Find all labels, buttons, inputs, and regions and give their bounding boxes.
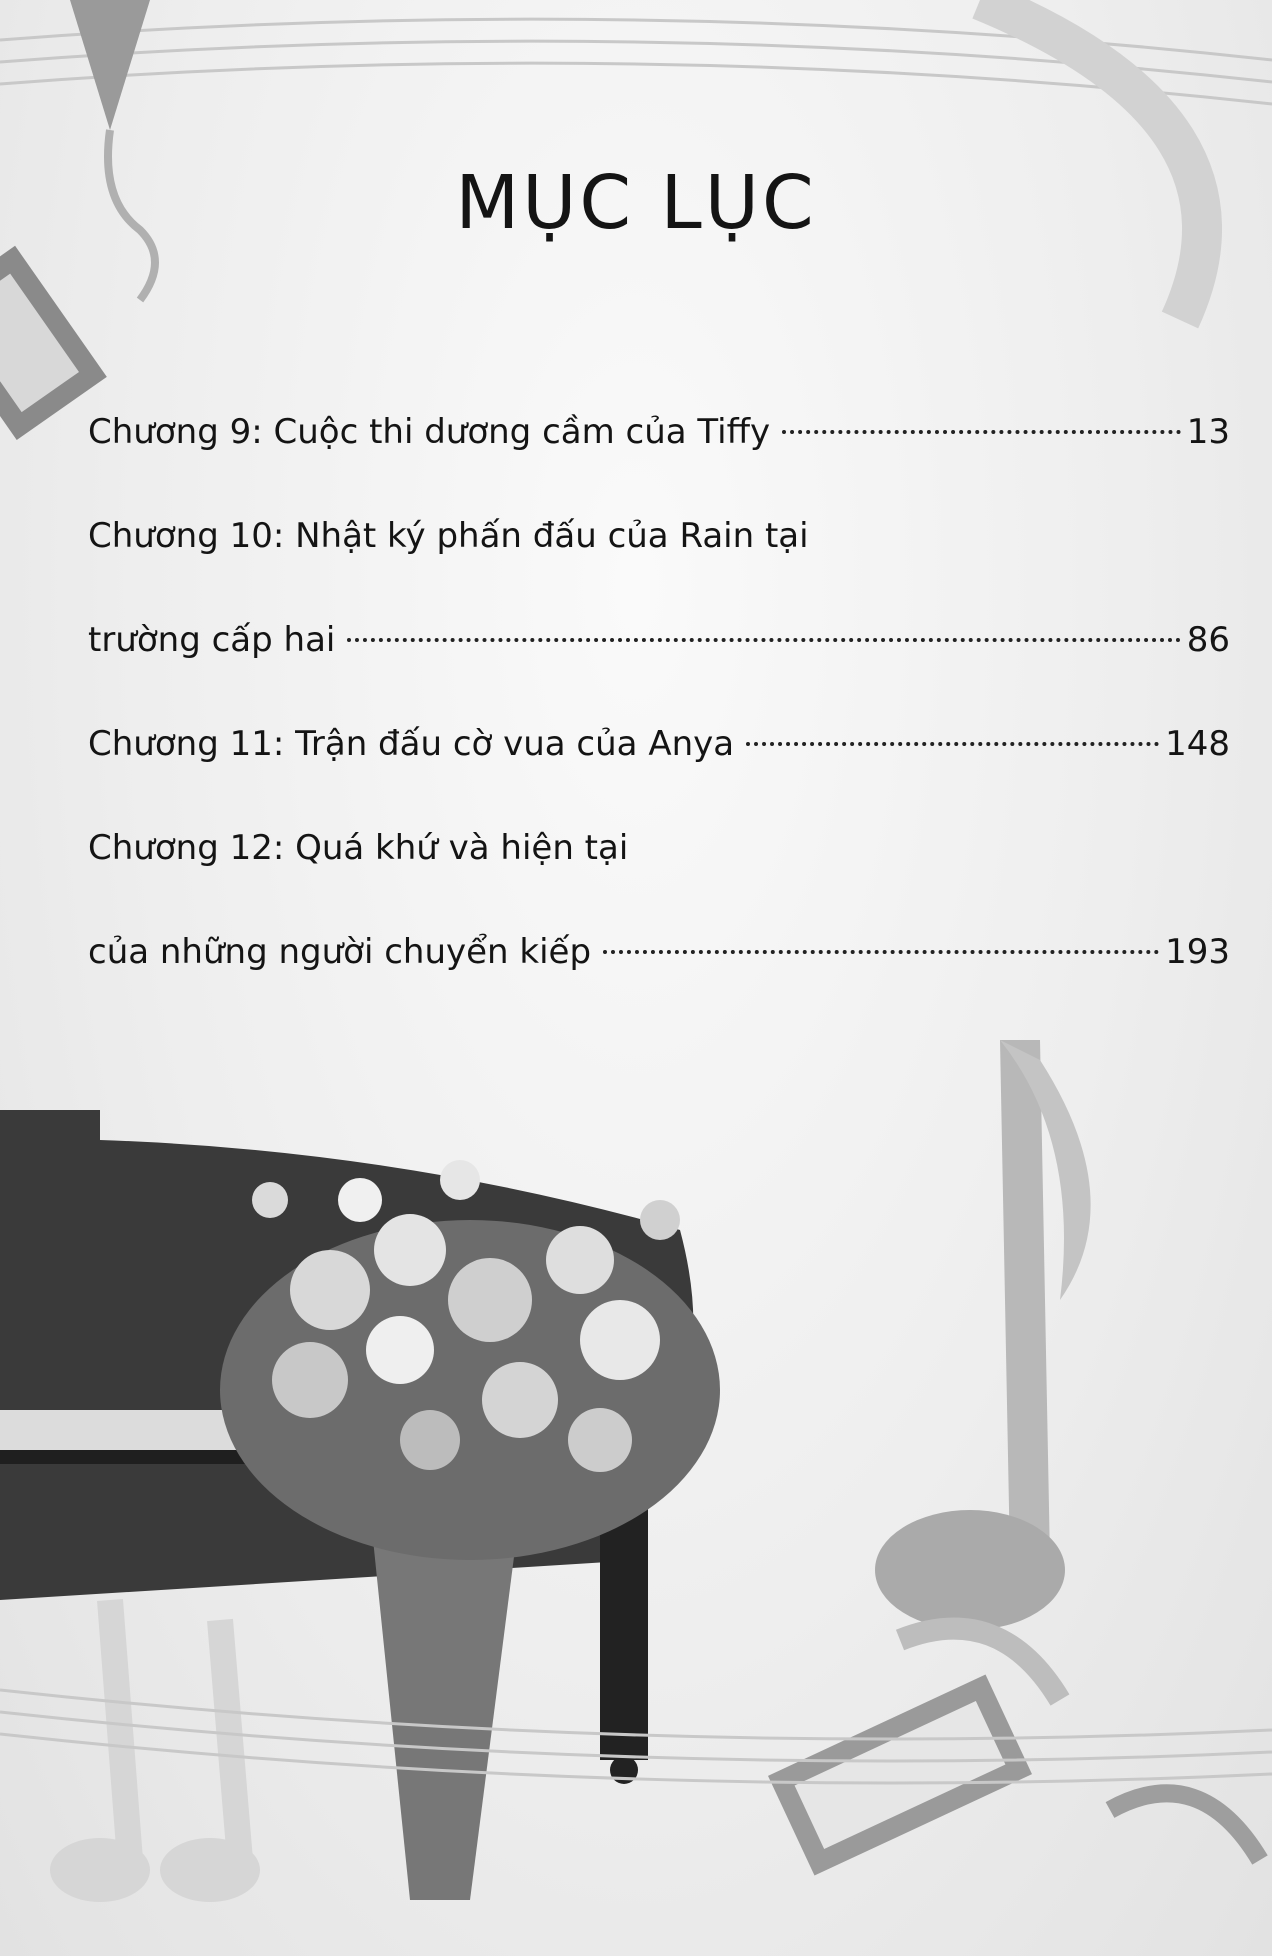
toc-entry-title-continued: trường cấp hai bbox=[88, 620, 336, 660]
dot-leader bbox=[347, 638, 1180, 642]
toc-entry-title: Chương 11: Trận đấu cờ vua của Anya bbox=[88, 724, 735, 764]
music-notes-bottom bbox=[50, 1600, 1260, 1902]
toc-entry-chapter-10-continued bbox=[88, 588, 1230, 692]
toc-page-number: 148 bbox=[1165, 724, 1230, 764]
toc-page-number: 13 bbox=[1186, 412, 1230, 452]
page-title: MỤC LỤC bbox=[455, 160, 817, 246]
toc-entry-chapter-9 bbox=[88, 380, 1230, 484]
dot-leader bbox=[746, 742, 1159, 746]
table-of-contents bbox=[88, 380, 1230, 1004]
music-note-icon bbox=[875, 1040, 1091, 1630]
toc-entry-chapter-12-continued bbox=[88, 900, 1230, 1004]
toc-entry-title: Chương 12: Quá khứ và hiện tại bbox=[88, 828, 629, 868]
music-note-icon bbox=[70, 0, 155, 300]
toc-page-number: 86 bbox=[1186, 620, 1230, 660]
vase-illustration bbox=[370, 1510, 520, 1900]
toc-entry-title-continued: của những người chuyển kiếp bbox=[88, 932, 592, 972]
toc-page-number: 193 bbox=[1165, 932, 1230, 972]
toc-entry-chapter-12 bbox=[88, 796, 1230, 900]
dot-leader bbox=[603, 950, 1159, 954]
toc-entry-title: Chương 10: Nhật ký phấn đấu của Rain tại bbox=[88, 516, 809, 556]
toc-entry-title: Chương 9: Cuộc thi dương cầm của Tiffy bbox=[88, 412, 771, 452]
toc-entry-chapter-10 bbox=[88, 484, 1230, 588]
toc-entry-chapter-11 bbox=[88, 692, 1230, 796]
dot-leader bbox=[782, 430, 1181, 434]
